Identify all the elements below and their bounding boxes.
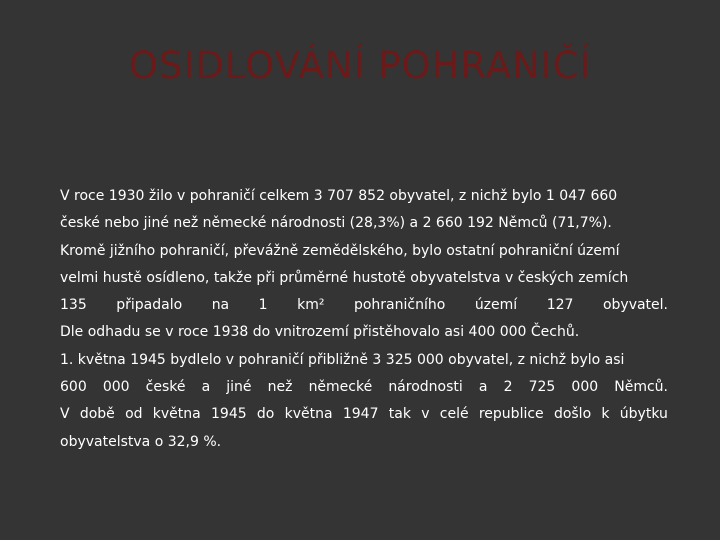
body-word: a bbox=[478, 379, 488, 396]
body-line bbox=[60, 374, 668, 401]
body-line: velmi hustě osídleno, takže při průměrné hustotě obyvatelstva v českých zemích bbox=[60, 269, 629, 286]
body-line bbox=[60, 292, 668, 319]
body-word: tak bbox=[388, 406, 411, 423]
body-word: úbytku bbox=[619, 406, 668, 423]
body-line: české nebo jiné než německé národnosti (28,3%) a 2 660 192 Němců (71,7%). bbox=[60, 215, 612, 232]
body-line: Kromě jižního pohraničí, převážně zemědělského, bylo ostatní pohraniční území bbox=[60, 242, 620, 259]
body-word: území bbox=[474, 297, 518, 314]
body-word: jiné bbox=[226, 379, 252, 396]
body-word: 000 bbox=[102, 379, 130, 396]
body-word: 127 bbox=[546, 297, 574, 314]
body-word: došlo bbox=[553, 406, 592, 423]
body-word: celé bbox=[439, 406, 469, 423]
body-word: době bbox=[79, 406, 115, 423]
body-word: obyvatel. bbox=[602, 297, 668, 314]
body-word: pohraničního bbox=[353, 297, 446, 314]
slide-body-text bbox=[60, 183, 668, 456]
body-word: k bbox=[601, 406, 610, 423]
body-word: Němců. bbox=[614, 379, 668, 396]
body-line bbox=[60, 401, 668, 428]
body-word: na bbox=[211, 297, 230, 314]
body-word: 600 bbox=[60, 379, 87, 396]
body-word: května bbox=[152, 406, 201, 423]
body-word: 1 bbox=[258, 297, 268, 314]
body-word: km² bbox=[297, 297, 325, 314]
body-word: a bbox=[201, 379, 211, 396]
body-word: české bbox=[145, 379, 186, 396]
body-word: 000 bbox=[571, 379, 599, 396]
body-word: připadalo bbox=[116, 297, 183, 314]
body-line: Dle odhadu se v roce 1938 do vnitrozemí přistěhovalo asi 400 000 Čechů. bbox=[60, 324, 580, 341]
body-line: V roce 1930 žilo v pohraničí celkem 3 707 852 obyvatel, z nichž bylo 1 047 660 bbox=[60, 188, 618, 204]
body-word: republice bbox=[478, 406, 544, 423]
body-word: od bbox=[125, 406, 143, 423]
body-word: V bbox=[60, 406, 70, 423]
body-word: 135 bbox=[60, 297, 87, 314]
body-word: 1945 bbox=[211, 406, 247, 423]
slide-title: OSIDLOVÁNÍ POHRANIČÍ bbox=[128, 44, 592, 87]
body-line: 1. května 1945 bydlelo v pohraničí přibližně 3 325 000 obyvatel, z nichž bylo asi bbox=[60, 351, 625, 368]
body-line: obyvatelstva o 32,9 %. bbox=[60, 433, 222, 450]
body-word: národnosti bbox=[388, 379, 463, 396]
body-word: května bbox=[284, 406, 333, 423]
body-word: německé bbox=[308, 379, 373, 396]
body-word: do bbox=[256, 406, 275, 423]
body-word: v bbox=[421, 406, 430, 423]
body-word: 1947 bbox=[342, 406, 379, 423]
body-word: než bbox=[267, 379, 293, 396]
body-word: 2 bbox=[503, 379, 513, 396]
body-word: 725 bbox=[528, 379, 556, 396]
